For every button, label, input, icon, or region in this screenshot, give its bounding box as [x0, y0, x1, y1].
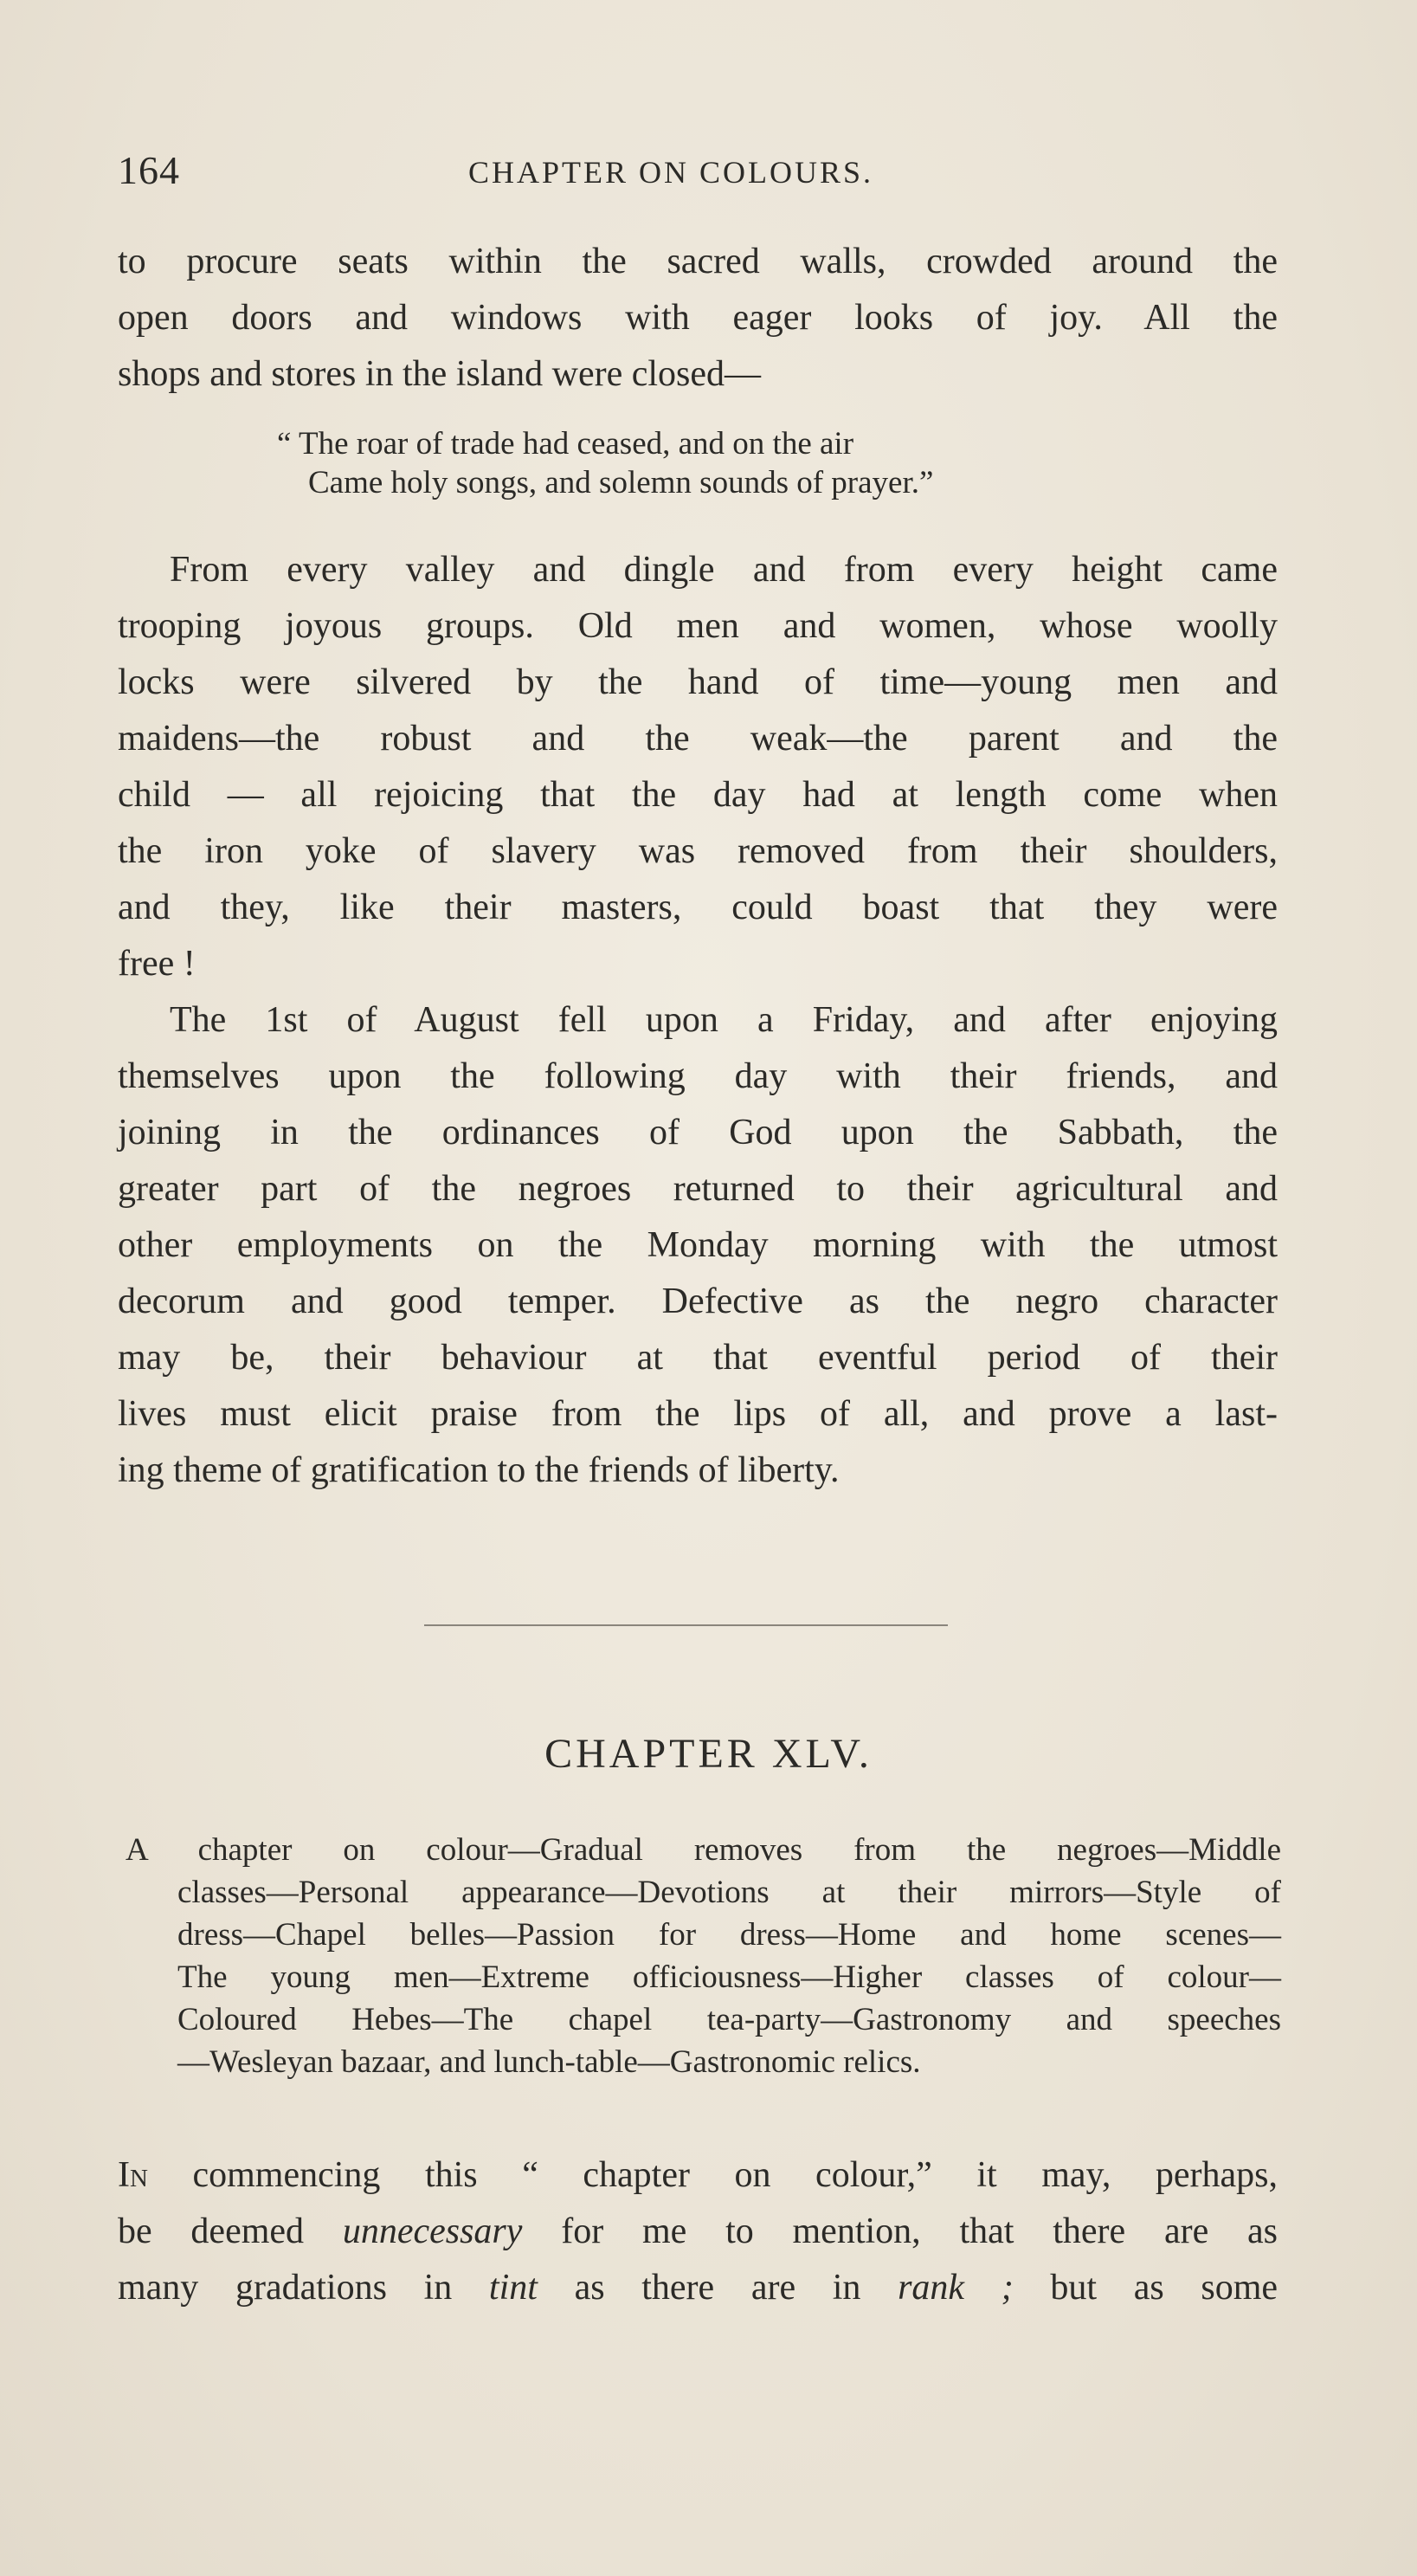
paragraph-chapter-opening — [118, 2147, 1278, 2316]
paragraph-continuation — [118, 234, 1278, 403]
text-fragment: as there are in — [537, 2268, 899, 2308]
text-line — [118, 2204, 1278, 2260]
text-line: may be, their behaviour at that eventful period of their — [118, 1338, 1278, 1378]
text-line: lives must elicit praise from the lips of all, and prove a last- — [118, 1394, 1278, 1434]
verse-quotation — [277, 424, 1091, 502]
text-line: locks were silvered by the hand of time—young men and — [118, 662, 1278, 702]
text-fragment: be deemed — [118, 2211, 343, 2251]
text-line: themselves upon the following day with their friends, and — [118, 1056, 1278, 1096]
text-line: joining in the ordinances of God upon the Sabbath, the — [118, 1113, 1278, 1152]
summary-line: classes—Personal appearance—Devotions at their mirrors—Style of — [177, 1875, 1281, 1910]
chapter-title: CHAPTER XLV. — [544, 1731, 873, 1777]
summary-line: A chapter on colour—Gradual removes from the negroes—Middle — [126, 1832, 1281, 1868]
text-fragment: commencing this “ chapter on colour,” it may, perhaps, — [147, 2155, 1278, 2195]
text-line: free ! — [118, 944, 196, 984]
opening-word: In — [118, 2155, 148, 2195]
verse-line: “ The roar of trade had ceased, and on the air — [277, 426, 854, 462]
summary-line: The young men—Extreme officiousness—Higher classes of colour— — [177, 1959, 1281, 1995]
text-line: to procure seats within the sacred walls, crowded around the — [118, 242, 1278, 281]
text-line — [118, 2260, 1278, 2316]
text-fragment: but as some — [1013, 2268, 1278, 2308]
summary-line: dress—Chapel belles—Passion for dress—Home and home scenes— — [177, 1917, 1281, 1953]
text-line: shops and stores in the island were closed— — [118, 354, 762, 394]
text-line: maidens—the robust and the weak—the parent and the — [118, 719, 1278, 759]
page-number: 164 — [118, 148, 180, 192]
text-line: open doors and windows with eager looks of joy. All the — [118, 298, 1278, 338]
summary-line: Coloured Hebes—The chapel tea-party—Gastronomy and speeches — [177, 2002, 1281, 2037]
text-line: trooping joyous groups. Old men and women, whose woolly — [118, 606, 1278, 646]
text-line: From every valley and dingle and from every height came — [170, 550, 1278, 590]
running-head: CHAPTER ON COLOURS. — [468, 155, 874, 190]
section-divider — [424, 1624, 948, 1626]
text-line: decorum and good temper. Defective as the negro character — [118, 1282, 1278, 1321]
text-line: The 1st of August fell upon a Friday, and after enjoying — [170, 1000, 1278, 1040]
text-line — [118, 2147, 1278, 2204]
text-line: other employments on the Monday morning with the utmost — [118, 1225, 1278, 1265]
summary-line: —Wesleyan bazaar, and lunch-table—Gastronomic relics. — [177, 2044, 921, 2080]
text-line: ing theme of gratification to the friends of liberty. — [118, 1450, 840, 1490]
text-fragment: for me to mention, that there are as — [522, 2211, 1278, 2251]
text-line: the iron yoke of slavery was removed from their shoulders, — [118, 831, 1278, 871]
italic-word: tint — [488, 2268, 538, 2308]
text-fragment: many gradations in — [118, 2268, 489, 2308]
chapter-summary — [126, 1829, 1281, 2083]
page-header — [118, 147, 1312, 208]
text-line: child — all rejoicing that the day had at length come when — [118, 775, 1278, 815]
verse-line: Came holy songs, and solemn sounds of prayer.” — [308, 465, 934, 500]
italic-word: unnecessary — [342, 2211, 523, 2251]
italic-word: rank ; — [898, 2268, 1014, 2308]
paragraph-emancipation — [118, 542, 1278, 1499]
text-line: and they, like their masters, could boast that they were — [118, 888, 1278, 927]
text-line: greater part of the negroes returned to their agricultural and — [118, 1169, 1278, 1209]
